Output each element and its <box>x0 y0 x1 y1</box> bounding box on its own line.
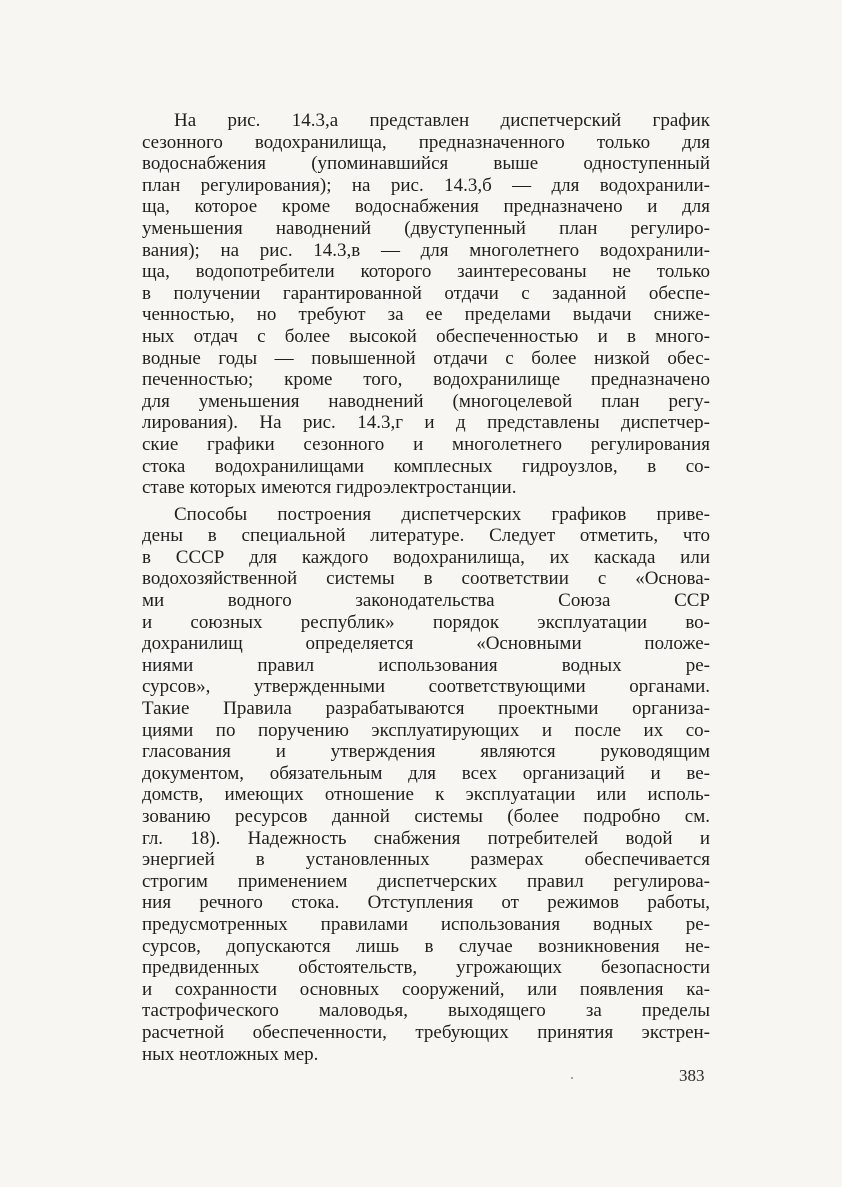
text-line: Способы построения диспетчерских графиков приве- <box>174 503 710 525</box>
text-line: водоснабжения (упоминавшийся выше одноступенный <box>142 153 710 175</box>
text-line: энергией в установленных размерах обеспечивается <box>142 849 710 871</box>
text-line: водохозяйственной системы в соответствии с «Основа- <box>142 568 710 590</box>
text-line: ниями правил использования водных ре- <box>142 654 710 676</box>
text-line: сезонного водохранилища, предназначенного только для <box>142 131 710 153</box>
text-line: сурсов», утвержденными соответствующими органами. <box>142 676 710 698</box>
text-line: ща, водопотребители которого заинтересованы не только <box>142 261 710 283</box>
text-line: печенностью; кроме того, водохранилище предназначено <box>142 369 710 391</box>
text-line: ща, которое кроме водоснабжения предназначено и для <box>142 196 710 218</box>
text-line: ных неотложных мер. <box>142 1043 319 1065</box>
text-line: уменьшения наводнений (двуступенный план регулиро- <box>142 217 710 239</box>
text-line: дены в специальной литературе. Следует отметить, что <box>142 525 710 547</box>
text-line: для уменьшения наводнений (многоцелевой план регу- <box>142 390 710 412</box>
text-line: Такие Правила разрабатываются проектными организа- <box>142 698 710 720</box>
text-line: строгим применением диспетчерских правил регулирова- <box>142 870 710 892</box>
print-speck <box>571 1077 573 1079</box>
text-line: ские графики сезонного и многолетнего регулирования <box>142 433 710 455</box>
text-line: водные годы — повышенной отдачи с более низкой обес- <box>142 347 710 369</box>
text-line: план регулирования); на рис. 14.3,б — для водохранили- <box>142 174 710 196</box>
page-number: 383 <box>679 1066 705 1085</box>
text-line: ми водного законодательства Союза ССР <box>142 590 710 612</box>
text-line: предусмотренных правилами использования водных ре- <box>142 913 710 935</box>
text-line: ных отдач с более высокой обеспеченностью и в много- <box>142 325 710 347</box>
text-line: документом, обязательным для всех организаций и ве- <box>142 762 710 784</box>
text-line: в получении гарантированной отдачи с заданной обеспе- <box>142 282 710 304</box>
text-line: дохранилищ определяется «Основными положе- <box>142 633 710 655</box>
text-line: лирования). На рис. 14.3,г и д представлены диспетчер- <box>142 412 710 434</box>
text-line: ченностью, но требуют за ее пределами выдачи сниже- <box>142 304 710 326</box>
text-line: стока водохранилищами комплесных гидроузлов, в со- <box>142 455 710 477</box>
text-line: ставе которых имеются гидроэлектростанции. <box>142 477 517 499</box>
text-line: тастрофического маловодья, выходящего за пределы <box>142 1000 710 1022</box>
text-line: ния речного стока. Отступления от режимов работы, <box>142 892 710 914</box>
text-line: расчетной обеспеченности, требующих принятия экстрен- <box>142 1021 710 1043</box>
text-line: предвиденных обстоятельств, угрожающих безопасности <box>142 957 710 979</box>
text-line: циями по поручению эксплуатирующих и после их со- <box>142 719 710 741</box>
text-line: и союзных республик» порядок эксплуатации во- <box>142 611 710 633</box>
text-line: сурсов, допускаются лишь в случае возникновения не- <box>142 935 710 957</box>
text-line: На рис. 14.3,а представлен диспетчерский график <box>174 110 710 131</box>
text-line: зованию ресурсов данной системы (более подробно см. <box>142 806 710 827</box>
text-line: домств, имеющих отношение к эксплуатации или исполь- <box>142 784 710 806</box>
page-body <box>142 110 710 1065</box>
text-line: гл. 18). Надежность снабжения потребителей водой и <box>142 827 710 849</box>
text-line: вания); на рис. 14.3,в — для многолетнего водохранили- <box>142 239 710 261</box>
paragraph-1 <box>142 110 710 499</box>
text-line: гласования и утверждения являются руководящим <box>142 741 710 763</box>
text-line: в СССР для каждого водохранилища, их каскада или <box>142 546 710 568</box>
paragraph-2 <box>142 504 710 1065</box>
text-line: и сохранности основных сооружений, или появления ка- <box>142 978 710 1000</box>
